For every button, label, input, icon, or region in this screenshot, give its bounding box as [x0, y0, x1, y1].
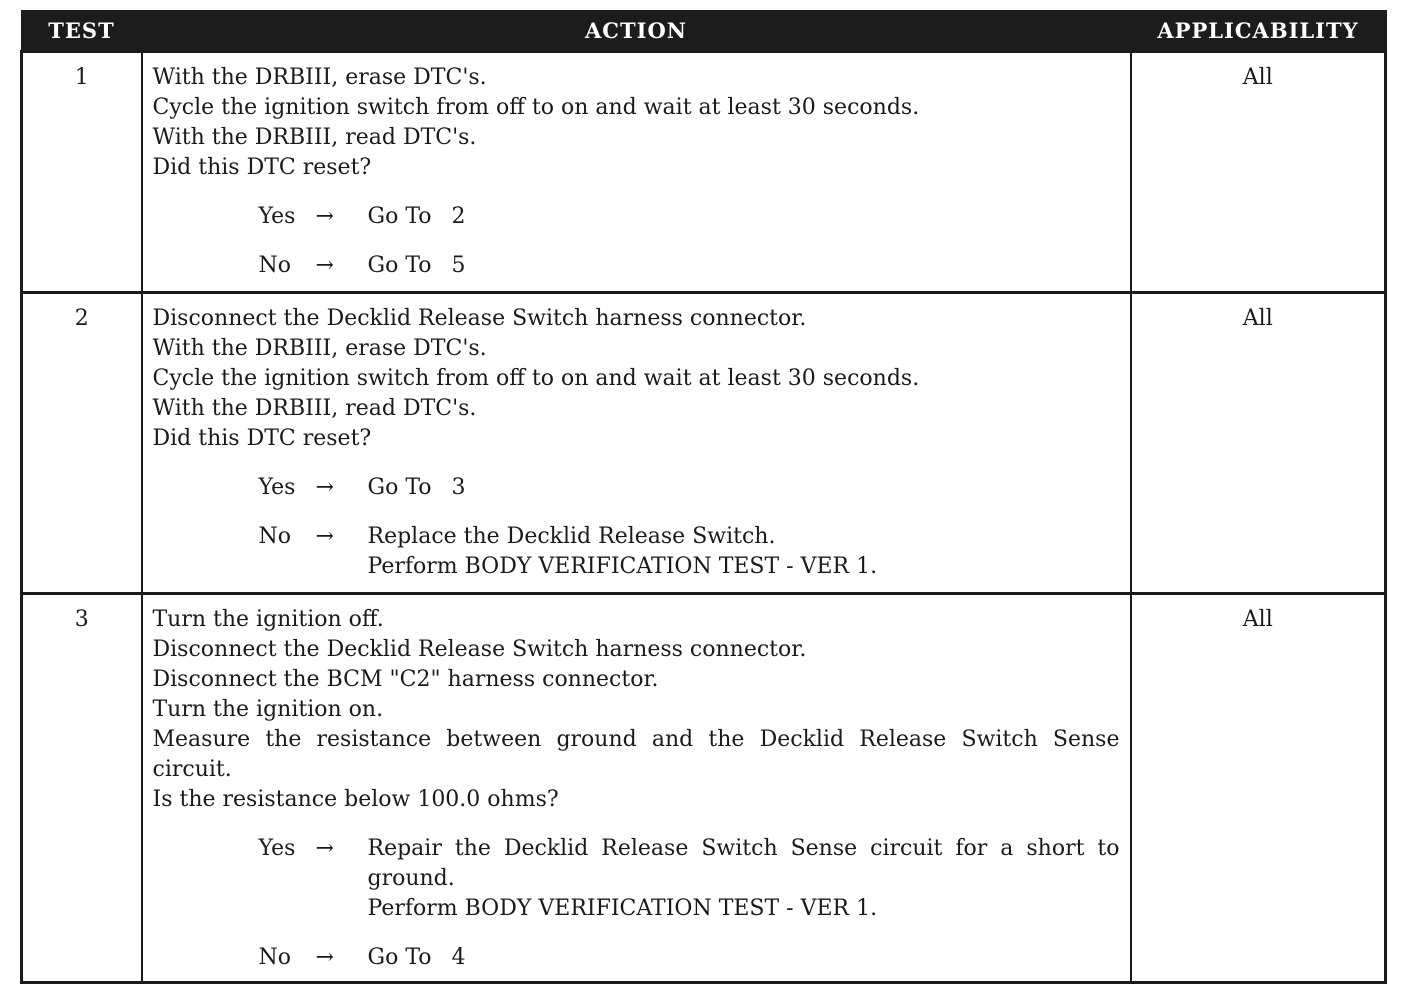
yes-result	[368, 834, 1120, 924]
yes-label: Yes	[258, 836, 296, 861]
no-outcome	[153, 943, 1120, 973]
goto-label: Go To	[367, 475, 432, 500]
applicability-value: All	[1131, 293, 1386, 594]
action-step: Cycle the ignition switch from off to on and wait at least 30 seconds.	[152, 366, 920, 391]
no-label: No	[258, 253, 291, 278]
goto-number: 3	[451, 475, 466, 500]
header-action: ACTION	[142, 10, 1131, 52]
action-cell	[142, 293, 1131, 594]
goto-number: 4	[451, 945, 466, 970]
no-outcome	[153, 522, 1120, 582]
yes-label: Yes	[258, 475, 296, 500]
yes-outcome	[153, 473, 1120, 503]
applicability-value: All	[1131, 594, 1386, 983]
goto-number: 5	[451, 253, 466, 278]
action-step: With the DRBIII, erase DTC's.	[152, 336, 487, 361]
action-step: With the DRBIII, read DTC's.	[152, 396, 477, 421]
header-test: TEST	[22, 10, 142, 52]
yes-label: Yes	[258, 204, 296, 229]
action-step: Turn the ignition on.	[152, 697, 384, 722]
action-step: circuit.	[152, 757, 232, 782]
test-number: 3	[22, 594, 142, 983]
table-row	[22, 594, 1386, 983]
arrow-icon: →	[315, 204, 334, 229]
test-number: 1	[22, 52, 142, 293]
arrow-icon: →	[315, 475, 334, 500]
goto-label: Go To	[367, 253, 432, 278]
goto-result	[368, 473, 1120, 503]
action-cell	[142, 52, 1131, 293]
diagnostic-test-table	[20, 10, 1387, 984]
arrow-icon: →	[315, 836, 334, 861]
action-step: Cycle the ignition switch from off to on and wait at least 30 seconds.	[152, 95, 920, 120]
action-step: Disconnect the Decklid Release Switch harness connector.	[152, 306, 807, 331]
arrow-icon: →	[315, 524, 334, 549]
yes-outcome	[153, 202, 1120, 232]
result-line: Perform BODY VERIFICATION TEST - VER 1.	[367, 896, 878, 921]
no-result	[368, 522, 1120, 582]
no-outcome	[153, 251, 1120, 281]
result-line: Perform BODY VERIFICATION TEST - VER 1.	[367, 554, 878, 579]
goto-label: Go To	[367, 945, 432, 970]
arrow-icon: →	[315, 945, 334, 970]
action-step: Disconnect the BCM "C2" harness connector.	[152, 667, 659, 692]
table-row	[22, 293, 1386, 594]
test-number: 2	[22, 293, 142, 594]
goto-number: 2	[451, 204, 466, 229]
action-cell	[142, 594, 1131, 983]
table-row	[22, 52, 1386, 293]
goto-label: Go To	[367, 204, 432, 229]
action-step: Measure the resistance between ground and the Decklid Release Switch Sense	[152, 727, 1120, 752]
applicability-value: All	[1131, 52, 1386, 293]
arrow-icon: →	[315, 253, 334, 278]
result-line: Replace the Decklid Release Switch.	[367, 524, 776, 549]
action-step: Turn the ignition off.	[152, 607, 384, 632]
action-step: With the DRBIII, read DTC's.	[152, 125, 477, 150]
result-line: ground.	[367, 866, 455, 891]
action-step: With the DRBIII, erase DTC's.	[152, 65, 487, 90]
action-step: Is the resistance below 100.0 ohms?	[152, 787, 559, 812]
yes-outcome	[153, 834, 1120, 924]
table-header-row	[22, 10, 1386, 52]
header-applicability: APPLICABILITY	[1131, 10, 1386, 52]
action-step: Did this DTC reset?	[152, 426, 372, 451]
result-line: Repair the Decklid Release Switch Sense circuit for a short to	[367, 836, 1120, 861]
no-label: No	[258, 945, 291, 970]
action-step: Did this DTC reset?	[152, 155, 372, 180]
goto-result	[368, 943, 1120, 973]
goto-result	[368, 202, 1120, 232]
goto-result	[368, 251, 1120, 281]
action-step: Disconnect the Decklid Release Switch harness connector.	[152, 637, 807, 662]
no-label: No	[258, 524, 291, 549]
